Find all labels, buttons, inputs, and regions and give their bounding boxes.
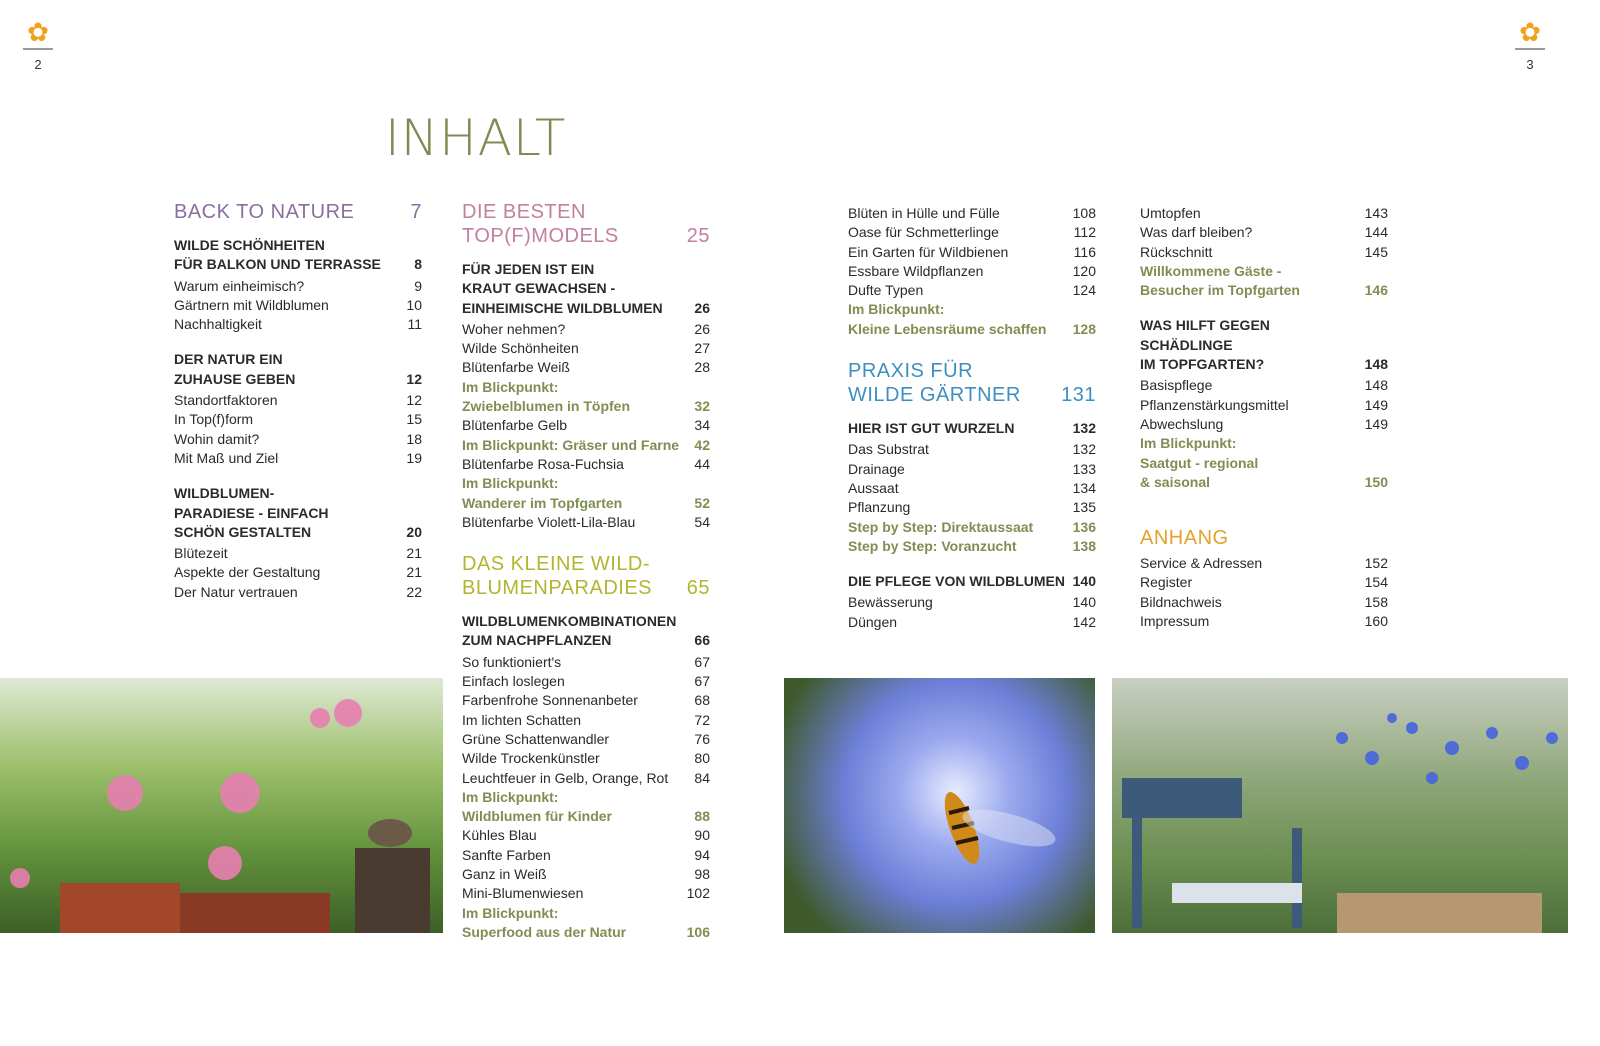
entry-title: So funktioniert's bbox=[462, 653, 562, 670]
toc-entry bbox=[1140, 573, 1388, 592]
entry-title: Grüne Schattenwandler bbox=[462, 730, 610, 747]
toc-highlight-entry bbox=[462, 474, 710, 513]
entry-title: Blüten in Hülle und Fülle bbox=[848, 205, 1000, 221]
entry-title: WILDBLUMENKOMBINATIONEN ZUM NACHPFLANZEN bbox=[462, 613, 677, 649]
entry-title: Leuchtfeuer in Gelb, Orange, Rot bbox=[462, 769, 669, 786]
entry-page-number: 28 bbox=[694, 359, 710, 376]
entry-title: Im Blickpunkt: Saatgut - regional & saisonal bbox=[1140, 435, 1259, 490]
entry-title: Der Natur vertrauen bbox=[174, 583, 298, 600]
entry-title: Düngen bbox=[848, 613, 898, 630]
page-number-right: 3 bbox=[1526, 57, 1534, 72]
toc-part-heading bbox=[1140, 526, 1388, 550]
toc-chapter bbox=[174, 484, 422, 542]
entry-page-number: 44 bbox=[694, 455, 710, 472]
toc-entry bbox=[174, 410, 422, 429]
photo-chicory-hoverfly bbox=[784, 678, 1095, 933]
toc-entry bbox=[1140, 396, 1388, 415]
toc-entry bbox=[848, 281, 1096, 300]
entry-page-number: 10 bbox=[406, 296, 422, 313]
entry-title: DER NATUR EIN ZUHAUSE GEBEN bbox=[174, 351, 296, 387]
entry-page-number: 132 bbox=[1072, 420, 1096, 437]
entry-page-number: 32 bbox=[694, 398, 710, 415]
entry-page-number: 149 bbox=[1364, 415, 1388, 432]
toc-chapter bbox=[462, 260, 710, 318]
toc-highlight-entry bbox=[848, 518, 1096, 537]
entry-page-number: 34 bbox=[694, 417, 710, 434]
toc-entry bbox=[462, 416, 710, 435]
entry-page-number: 98 bbox=[694, 866, 710, 883]
entry-page-number: 90 bbox=[694, 827, 710, 844]
flower-icon: ✿ bbox=[27, 17, 49, 47]
entry-page-number: 158 bbox=[1364, 593, 1388, 610]
entry-page-number: 84 bbox=[694, 769, 710, 786]
entry-title: Mit Maß und Ziel bbox=[174, 449, 279, 466]
toc-part-heading bbox=[174, 200, 422, 224]
entry-title: Wilde Schönheiten bbox=[462, 340, 579, 357]
entry-page-number: 15 bbox=[406, 411, 422, 428]
toc-column-4 bbox=[1140, 204, 1388, 631]
toc-chapter bbox=[174, 236, 422, 275]
toc-highlight-entry bbox=[848, 300, 1096, 339]
entry-title: Sanfte Farben bbox=[462, 846, 551, 863]
entry-title: Impressum bbox=[1140, 613, 1210, 630]
entry-title: Basispflege bbox=[1140, 377, 1213, 394]
entry-page-number: 102 bbox=[686, 885, 710, 902]
entry-title: Einfach loslegen bbox=[462, 673, 565, 690]
entry-title: Im Blickpunkt: Wanderer im Topfgarten bbox=[462, 475, 623, 511]
toc-entry bbox=[462, 455, 710, 474]
entry-title: Register bbox=[1140, 574, 1193, 591]
toc-entry bbox=[174, 315, 422, 334]
toc-entry bbox=[848, 204, 1096, 223]
entry-page-number: 12 bbox=[406, 370, 422, 387]
toc-entry bbox=[462, 711, 710, 730]
entry-page-number: 26 bbox=[694, 320, 710, 337]
entry-page-number: 65 bbox=[686, 577, 710, 600]
toc-entry bbox=[462, 339, 710, 358]
flower-icon: ✿ bbox=[1519, 17, 1541, 47]
page-marker-right bbox=[1515, 18, 1545, 74]
divider bbox=[23, 48, 53, 50]
entry-page-number: 144 bbox=[1364, 224, 1388, 241]
toc-chapter bbox=[174, 350, 422, 389]
toc-entry bbox=[462, 846, 710, 865]
photo-balcony-flowers bbox=[0, 678, 443, 933]
entry-title: Was darf bleiben? bbox=[1140, 224, 1253, 241]
entry-title: Blütezeit bbox=[174, 545, 228, 562]
entry-page-number: 8 bbox=[414, 256, 422, 273]
toc-entry bbox=[1140, 593, 1388, 612]
entry-page-number: 25 bbox=[686, 225, 710, 247]
entry-page-number: 108 bbox=[1072, 205, 1096, 221]
toc-entry bbox=[462, 730, 710, 749]
toc-highlight-entry bbox=[1140, 434, 1388, 492]
toc-chapter bbox=[848, 572, 1096, 591]
entry-page-number: 54 bbox=[694, 513, 710, 530]
toc-chapter bbox=[462, 612, 710, 651]
entry-title: Step by Step: Voranzucht bbox=[848, 537, 1017, 554]
entry-title: Im Blickpunkt: Zwiebelblumen in Töpfen bbox=[462, 378, 630, 415]
entry-title: Drainage bbox=[848, 460, 905, 477]
toc-entry bbox=[848, 479, 1096, 498]
toc-chapter bbox=[848, 419, 1096, 438]
entry-page-number: 149 bbox=[1364, 396, 1388, 413]
entry-page-number: 140 bbox=[1072, 573, 1096, 590]
toc-entry bbox=[462, 826, 710, 845]
toc-entry bbox=[1140, 204, 1388, 223]
entry-page-number: 134 bbox=[1072, 479, 1096, 496]
page-number-left: 2 bbox=[34, 57, 42, 72]
entry-title: Essbare Wildpflanzen bbox=[848, 262, 984, 279]
toc-highlight-entry bbox=[462, 436, 710, 455]
entry-page-number: 148 bbox=[1364, 356, 1388, 373]
entry-title: Dufte Typen bbox=[848, 282, 924, 299]
entry-page-number: 67 bbox=[694, 653, 710, 670]
entry-page-number: 20 bbox=[406, 523, 422, 540]
entry-page-number: 152 bbox=[1364, 555, 1388, 572]
entry-title: Service & Adressen bbox=[1140, 555, 1263, 572]
entry-page-number: 26 bbox=[694, 299, 710, 316]
toc-column-3 bbox=[848, 204, 1096, 632]
entry-title: HIER IST GUT WURZELN bbox=[848, 420, 1015, 437]
entry-title: Blütenfarbe Rosa-Fuchsia bbox=[462, 455, 624, 472]
entry-page-number: 124 bbox=[1072, 282, 1096, 299]
entry-title: Im Blickpunkt: Kleine Lebensräume schaffen bbox=[848, 301, 1047, 337]
entry-page-number: 21 bbox=[406, 545, 422, 562]
toc-entry bbox=[1140, 243, 1388, 262]
toc-highlight-entry bbox=[848, 537, 1096, 556]
entry-page-number: 27 bbox=[694, 340, 710, 357]
page-marker-left bbox=[23, 18, 53, 74]
toc-entry bbox=[1140, 554, 1388, 573]
entry-page-number: 52 bbox=[694, 494, 710, 511]
entry-page-number: 67 bbox=[694, 673, 710, 690]
toc-entry bbox=[462, 513, 710, 532]
entry-page-number: 12 bbox=[406, 392, 422, 409]
toc-entry bbox=[462, 320, 710, 339]
entry-title: Pflanzung bbox=[848, 499, 911, 516]
entry-page-number: 68 bbox=[694, 692, 710, 709]
toc-entry bbox=[462, 653, 710, 672]
entry-page-number: 143 bbox=[1364, 205, 1388, 221]
entry-title: Gärtnern mit Wildblumen bbox=[174, 296, 329, 313]
entry-page-number: 138 bbox=[1072, 537, 1096, 554]
toc-entry bbox=[462, 691, 710, 710]
entry-title: Oase für Schmetterlinge bbox=[848, 224, 999, 241]
toc-highlight-entry bbox=[462, 788, 710, 827]
entry-title: PRAXIS FÜR WILDE GÄRTNER bbox=[848, 360, 1021, 407]
toc-entry bbox=[848, 498, 1096, 517]
toc-part-heading bbox=[848, 359, 1096, 407]
entry-page-number: 142 bbox=[1072, 613, 1096, 630]
toc-entry bbox=[174, 430, 422, 449]
toc-entry bbox=[174, 391, 422, 410]
entry-page-number: 131 bbox=[1061, 384, 1096, 407]
entry-title: Nachhaltigkeit bbox=[174, 316, 262, 333]
entry-title: In Top(f)form bbox=[174, 411, 254, 428]
toc-column-1 bbox=[174, 200, 422, 602]
toc-entry bbox=[174, 583, 422, 602]
entry-page-number: 160 bbox=[1364, 613, 1388, 630]
entry-page-number: 80 bbox=[694, 750, 710, 767]
toc-highlight-entry bbox=[1140, 262, 1388, 301]
entry-page-number: 88 bbox=[694, 808, 710, 825]
divider bbox=[1515, 48, 1545, 50]
entry-page-number: 128 bbox=[1072, 320, 1096, 337]
entry-page-number: 76 bbox=[694, 730, 710, 747]
toc-entry bbox=[848, 440, 1096, 459]
toc-entry bbox=[174, 296, 422, 315]
toc-chapter bbox=[1140, 316, 1388, 374]
entry-title: Pflanzenstärkungsmittel bbox=[1140, 396, 1289, 413]
entry-title: Blütenfarbe Violett-Lila-Blau bbox=[462, 513, 636, 530]
toc-entry bbox=[462, 672, 710, 691]
entry-title: Farbenfrohe Sonnenanbeter bbox=[462, 692, 638, 709]
entry-title: DIE BESTEN TOP(F)MODELS bbox=[462, 201, 619, 247]
toc-entry bbox=[848, 613, 1096, 632]
entry-title: Bildnachweis bbox=[1140, 593, 1222, 610]
entry-page-number: 148 bbox=[1364, 377, 1388, 394]
photo-garden-bench-cornflowers bbox=[1112, 678, 1568, 933]
entry-title: Im lichten Schatten bbox=[462, 711, 582, 728]
entry-page-number: 106 bbox=[686, 923, 710, 940]
entry-title: Blütenfarbe Gelb bbox=[462, 417, 568, 434]
entry-page-number: 132 bbox=[1072, 441, 1096, 458]
entry-page-number: 11 bbox=[407, 316, 422, 333]
page-title: INHALT bbox=[385, 109, 567, 167]
toc-entry bbox=[1140, 415, 1388, 434]
entry-title: Aspekte der Gestaltung bbox=[174, 564, 321, 581]
entry-title: Willkommene Gäste - Besucher im Topfgarten bbox=[1140, 262, 1300, 299]
entry-page-number: 146 bbox=[1364, 282, 1388, 299]
entry-page-number: 19 bbox=[406, 449, 422, 466]
entry-title: Kühles Blau bbox=[462, 827, 537, 844]
entry-title: Das Substrat bbox=[848, 441, 929, 458]
entry-title: WILDE SCHÖNHEITEN FÜR BALKON UND TERRASSE bbox=[174, 237, 381, 273]
entry-page-number: 135 bbox=[1072, 499, 1096, 516]
toc-entry bbox=[462, 769, 710, 788]
entry-page-number: 150 bbox=[1364, 473, 1388, 490]
toc-entry bbox=[462, 358, 710, 377]
entry-title: Rückschnitt bbox=[1140, 243, 1213, 260]
entry-page-number: 9 bbox=[414, 277, 422, 294]
entry-title: Blütenfarbe Weiß bbox=[462, 359, 570, 376]
entry-title: Ganz in Weiß bbox=[462, 866, 547, 883]
toc-entry bbox=[174, 449, 422, 468]
toc-part-heading bbox=[462, 200, 710, 248]
entry-page-number: 66 bbox=[694, 632, 710, 649]
entry-page-number: 42 bbox=[694, 436, 710, 453]
entry-title: WAS HILFT GEGEN SCHÄDLINGE IM TOPFGARTEN? bbox=[1140, 317, 1270, 373]
entry-title: FÜR JEDEN IST EIN KRAUT GEWACHSEN - EINHEIMISCHE WILDBLUMEN bbox=[462, 261, 663, 316]
entry-title: Ein Garten für Wildbienen bbox=[848, 243, 1009, 260]
toc-entry bbox=[462, 865, 710, 884]
entry-page-number: 120 bbox=[1072, 262, 1096, 279]
entry-title: Standortfaktoren bbox=[174, 392, 278, 409]
toc-entry bbox=[1140, 376, 1388, 395]
entry-title: BACK TO NATURE bbox=[174, 201, 355, 223]
entry-title: Wilde Trockenkünstler bbox=[462, 750, 600, 767]
entry-title: Bewässerung bbox=[848, 594, 933, 611]
toc-highlight-entry bbox=[462, 378, 710, 417]
entry-page-number: 18 bbox=[406, 430, 422, 447]
toc-entry bbox=[848, 593, 1096, 612]
entry-page-number: 112 bbox=[1073, 224, 1096, 241]
entry-title: Abwechslung bbox=[1140, 415, 1224, 432]
toc-entry bbox=[174, 563, 422, 582]
entry-title: ANHANG bbox=[1140, 527, 1229, 550]
entry-page-number: 136 bbox=[1072, 518, 1096, 535]
entry-page-number: 145 bbox=[1364, 243, 1388, 260]
entry-title: DAS KLEINE WILD- BLUMENPARADIES bbox=[462, 553, 653, 600]
entry-title: Warum einheimisch? bbox=[174, 277, 305, 294]
entry-title: Im Blickpunkt: Superfood aus der Natur bbox=[462, 904, 627, 940]
entry-title: Mini-Blumenwiesen bbox=[462, 885, 584, 902]
toc-entry bbox=[848, 460, 1096, 479]
toc-part-heading bbox=[462, 552, 710, 600]
entry-title: Umtopfen bbox=[1140, 205, 1201, 221]
entry-page-number: 94 bbox=[694, 846, 710, 863]
entry-title: Wohin damit? bbox=[174, 430, 260, 447]
toc-entry bbox=[462, 749, 710, 768]
entry-page-number: 72 bbox=[694, 711, 710, 728]
entry-title: Woher nehmen? bbox=[462, 320, 566, 337]
toc-entry bbox=[1140, 223, 1388, 242]
entry-title: Aussaat bbox=[848, 479, 899, 496]
entry-page-number: 21 bbox=[406, 564, 422, 581]
toc-entry bbox=[848, 243, 1096, 262]
toc-entry bbox=[848, 262, 1096, 281]
entry-title: Step by Step: Direktaussaat bbox=[848, 518, 1034, 535]
toc-entry bbox=[174, 277, 422, 296]
toc-entry bbox=[462, 884, 710, 903]
entry-page-number: 140 bbox=[1072, 594, 1096, 611]
entry-page-number: 7 bbox=[410, 201, 422, 223]
entry-page-number: 116 bbox=[1073, 243, 1096, 260]
toc-highlight-entry bbox=[462, 904, 710, 943]
entry-page-number: 133 bbox=[1072, 460, 1096, 477]
entry-page-number: 22 bbox=[406, 583, 422, 600]
toc-entry bbox=[174, 544, 422, 563]
entry-title: WILDBLUMEN- PARADIESE - EINFACH SCHÖN GESTALTEN bbox=[174, 485, 329, 540]
entry-title: DIE PFLEGE VON WILDBLUMEN bbox=[848, 573, 1065, 590]
toc-column-2 bbox=[462, 200, 710, 942]
entry-title: Im Blickpunkt: Gräser und Farne bbox=[462, 436, 680, 453]
toc-entry bbox=[1140, 612, 1388, 631]
entry-title: Im Blickpunkt: Wildblumen für Kinder bbox=[462, 788, 612, 825]
entry-page-number: 154 bbox=[1364, 574, 1388, 591]
toc-entry bbox=[848, 223, 1096, 242]
